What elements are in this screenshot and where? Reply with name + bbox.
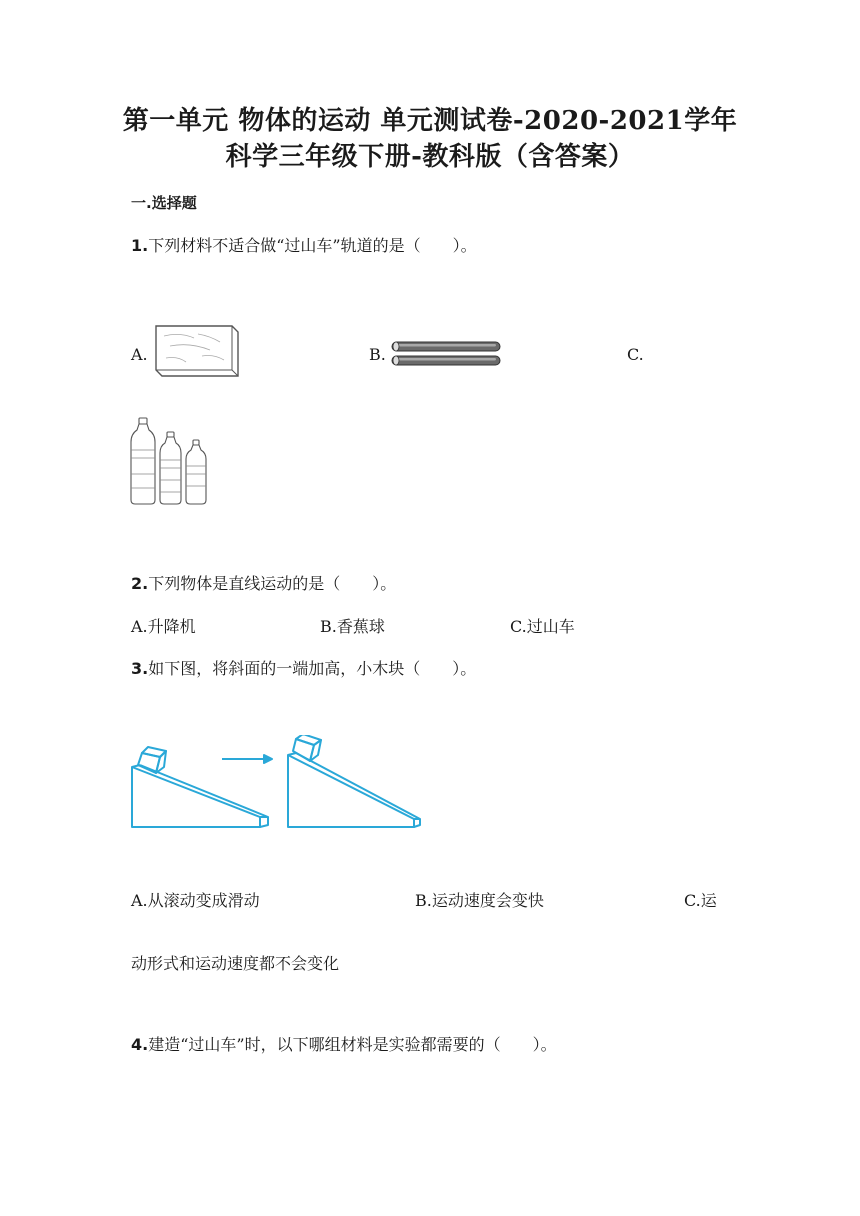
question-4: [131, 1034, 557, 1056]
option-c: C.过山车: [510, 617, 575, 636]
option-label-c: C.: [627, 345, 644, 364]
page-title-line-2: 科学三年级下册-教科版（含答案）: [225, 142, 635, 172]
question-number: 2.: [131, 574, 149, 593]
option-label-a: A.: [131, 345, 148, 364]
option-label-b: B.: [369, 345, 386, 364]
question-number: 4.: [131, 1035, 149, 1054]
bottles-image: [128, 414, 218, 510]
page-title-line-1: 第一单元 物体的运动 单元测试卷-2020-2021学年: [122, 106, 738, 136]
question-3: [131, 658, 476, 680]
question-stem: 下列材料不适合做“过山车”轨道的是（ ）。: [148, 236, 477, 255]
board-image: [150, 322, 240, 380]
question-stem: 建造“过山车”时，以下哪组材料是实验都需要的（ ）。: [148, 1035, 557, 1054]
question-stem: 如下图，将斜面的一端加高，小木块（ ）。: [148, 659, 477, 678]
question-stem: 下列物体是直线运动的是（ ）。: [148, 574, 397, 593]
option-a: A.从滚动变成滑动: [131, 891, 260, 910]
question-2: [131, 573, 396, 595]
option-c-continuation: 动形式和运动速度都不会变化: [131, 954, 340, 973]
option-b: B.香蕉球: [320, 617, 385, 636]
option-b: B.运动速度会变快: [415, 891, 544, 910]
option-a: A.升降机: [131, 617, 196, 636]
option-c: C.运: [684, 891, 717, 910]
pipe-image: [388, 338, 504, 370]
section-heading: 一.选择题: [131, 194, 197, 212]
question-1: [131, 235, 477, 257]
question-number: 1.: [131, 236, 149, 255]
incline-figure: [128, 735, 428, 835]
question-number: 3.: [131, 659, 149, 678]
